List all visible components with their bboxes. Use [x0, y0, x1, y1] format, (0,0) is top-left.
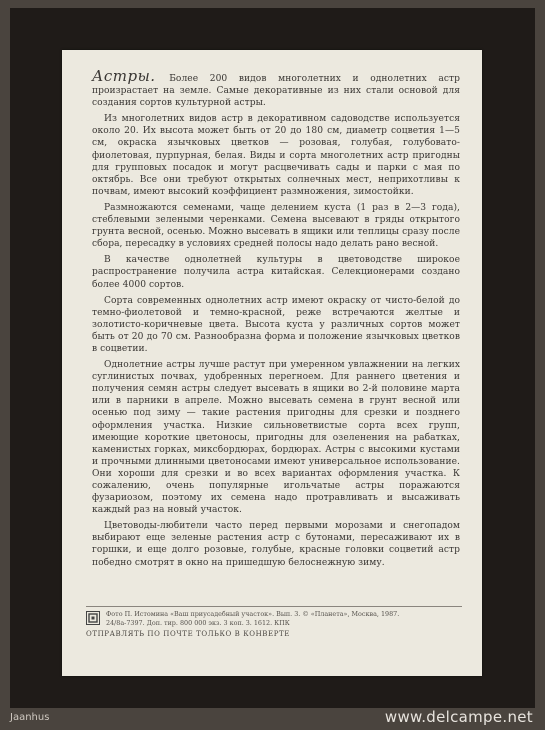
site-watermark: www.delcampe.net — [384, 708, 533, 726]
paragraph: В качестве однолетней культуры в цветоводстве широкое распространение получила астра китайская. Селекционерами создано более 4000 сортов. — [92, 255, 460, 290]
seller-watermark: Jaanhus — [10, 712, 50, 723]
paragraph-text: Более 200 видов многолетних и однолетних астр произрастает на земле. Самые декоративные из них стали основой для создания сортов культурной астры. — [92, 74, 460, 109]
paragraph-intro — [92, 67, 460, 109]
paragraph: Однолетние астры лучше растут при умеренном увлажнении на легких суглинистых почвах, удобренных перегноем. Для раннего цветения и получения семян астры следует высевать в ящики во 2-й половине марта или в парники в апреле. Можно высевать семена в грунт весной или осенью под зиму — такие растения пригодны для срезки и позднего оформления участка. Низкие сильноветвистые сорта всех групп, имеющие короткие цветоносы, пригодны для озеленения на рабатках, каменистых горках, миксбордюрах, бордюрах. Астры с высокими кустами и прочными длинными цветоносами имеют универсальное использование. Они хороши для срезки и во всех вариантах оформления участка. К сожалению, очень популярные игольчатые астры поражаются фузариозом, поэтому их семена надо протравливать и высаживать каждый раз на новый участок. — [92, 360, 460, 516]
imprint-footer — [86, 606, 462, 639]
print-info: 24/8а-7397. Доп. тир. 800 000 экз. 3 коп. З. 1612. КПК — [106, 618, 290, 627]
paragraph: Размножаются семенами, чаще делением куста (1 раз в 2—3 года), стеблевыми зелеными черенками. Семена высевают в гряды открытого грунта весной, осенью. Можно высевать в ящики или теплицы сразу после сбора, пересадку в условиях средней полосы надо делать рано весной. — [92, 202, 460, 250]
paragraph: Цветоводы-любители часто перед первыми морозами и снегопадом выбирают еще зеленые растения астр с бутонами, пересаживают их в горшки, и еще долго розовые, голубые, красные головки соцветий астр победно смотрят в окно на пришедшую белоснежную зиму. — [92, 521, 460, 568]
photo-credit: Фото П. Истомина «Ваш приусадебный участок». Вып. 3. © «Планета», Москва, 1987. — [106, 610, 400, 618]
mailing-note: ОТПРАВЛЯТЬ ПО ПОЧТЕ ТОЛЬКО В КОНВЕРТЕ — [86, 630, 291, 639]
paragraph: Сорта современных однолетних астр имеют окраску от чисто-белой до темно-фиолетовой и темно-красной, реже встречаются желтые и золотисто-коричневые цвета. Высота куста у различных сортов может быть от 20 до 70 см. Разнообразна форма и положение язычковых цветков в соцветии. — [92, 295, 460, 354]
article-title: Астры. — [92, 67, 156, 85]
footer-divider — [86, 606, 462, 607]
paragraph: Из многолетних видов астр в декоративном садоводстве используется около 20. Их высота может быть от 20 до 180 см, диаметр соцветия 1—5 см, окраска язычковых цветков — розовая, голубая, голубовато-фиолетовая, пурпурная, белая. Виды и сорта многолетних астр пригодны для групповых посадок и могут расцвечивать сады и парки с мая по октябрь. Все они требуют открытых солнечных мест, неприхотливы к почвам, имеют высокий коэффициент размножения, зимостойки. — [92, 114, 460, 197]
postcard — [62, 50, 482, 676]
publisher-logo-icon — [86, 611, 100, 625]
article-text — [92, 67, 460, 569]
